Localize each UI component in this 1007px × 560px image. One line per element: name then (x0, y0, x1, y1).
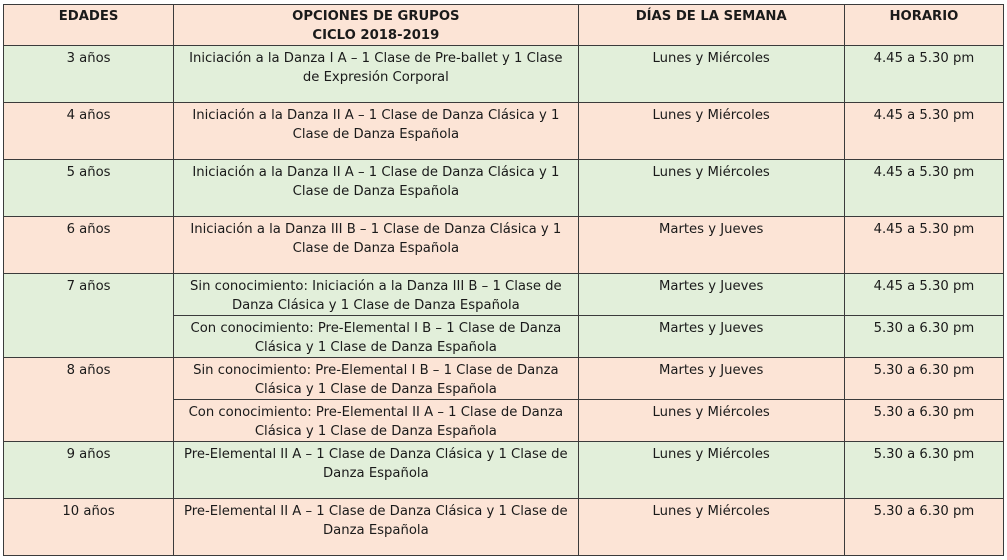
days-cell: Lunes y Miércoles (578, 46, 844, 103)
table-row (4, 103, 1004, 160)
table-row (4, 160, 1004, 217)
days-cell: Lunes y Miércoles (578, 499, 844, 556)
time-cell: 4.45 a 5.30 pm (844, 274, 1003, 316)
time-cell: 5.30 a 6.30 pm (844, 316, 1003, 358)
header-dias: DÍAS DE LA SEMANA (578, 5, 844, 46)
time-cell: 5.30 a 6.30 pm (844, 358, 1003, 400)
time-cell: 5.30 a 6.30 pm (844, 499, 1003, 556)
group-cell: Iniciación a la Danza II A – 1 Clase de Danza Clásica y 1 Clase de Danza Española (174, 160, 578, 217)
table-row (4, 274, 1004, 316)
age-cell: 6 años (4, 217, 174, 274)
group-cell: Iniciación a la Danza I A – 1 Clase de Pre-ballet y 1 Clase de Expresión Corporal (174, 46, 578, 103)
table-row (4, 499, 1004, 556)
days-cell: Lunes y Miércoles (578, 442, 844, 499)
group-cell: Sin conocimiento: Iniciación a la Danza III B – 1 Clase de Danza Clásica y 1 Clase de Danza Española (174, 274, 578, 316)
days-cell: Martes y Jueves (578, 217, 844, 274)
age-cell: 5 años (4, 160, 174, 217)
header-opciones-line2: CICLO 2018-2019 (312, 28, 440, 43)
time-cell: 4.45 a 5.30 pm (844, 160, 1003, 217)
group-cell: Con conocimiento: Pre-Elemental II A – 1 Clase de Danza Clásica y 1 Clase de Danza Española (174, 400, 578, 442)
group-cell: Iniciación a la Danza III B – 1 Clase de Danza Clásica y 1 Clase de Danza Española (174, 217, 578, 274)
table-row (4, 217, 1004, 274)
time-cell: 5.30 a 6.30 pm (844, 400, 1003, 442)
age-cell: 3 años (4, 46, 174, 103)
group-cell: Iniciación a la Danza II A – 1 Clase de Danza Clásica y 1 Clase de Danza Española (174, 103, 578, 160)
header-row (4, 5, 1004, 46)
days-cell: Lunes y Miércoles (578, 400, 844, 442)
group-cell: Con conocimiento: Pre-Elemental I B – 1 Clase de Danza Clásica y 1 Clase de Danza Española (174, 316, 578, 358)
days-cell: Lunes y Miércoles (578, 103, 844, 160)
age-cell: 7 años (4, 274, 174, 358)
age-cell: 4 años (4, 103, 174, 160)
table-row (4, 442, 1004, 499)
table-row (4, 46, 1004, 103)
group-cell: Pre-Elemental II A – 1 Clase de Danza Clásica y 1 Clase de Danza Española (174, 442, 578, 499)
header-edades: EDADES (4, 5, 174, 46)
table-row (4, 358, 1004, 400)
time-cell: 4.45 a 5.30 pm (844, 103, 1003, 160)
days-cell: Lunes y Miércoles (578, 160, 844, 217)
group-cell: Pre-Elemental II A – 1 Clase de Danza Clásica y 1 Clase de Danza Española (174, 499, 578, 556)
header-opciones-line1: OPCIONES DE GRUPOS (292, 9, 460, 24)
header-horario: HORARIO (844, 5, 1003, 46)
header-opciones (174, 5, 578, 46)
days-cell: Martes y Jueves (578, 274, 844, 316)
days-cell: Martes y Jueves (578, 316, 844, 358)
time-cell: 5.30 a 6.30 pm (844, 442, 1003, 499)
age-cell: 8 años (4, 358, 174, 442)
age-cell: 10 años (4, 499, 174, 556)
time-cell: 4.45 a 5.30 pm (844, 46, 1003, 103)
age-cell: 9 años (4, 442, 174, 499)
group-cell: Sin conocimiento: Pre-Elemental I B – 1 Clase de Danza Clásica y 1 Clase de Danza Española (174, 358, 578, 400)
time-cell: 4.45 a 5.30 pm (844, 217, 1003, 274)
schedule-table (3, 4, 1004, 556)
days-cell: Martes y Jueves (578, 358, 844, 400)
